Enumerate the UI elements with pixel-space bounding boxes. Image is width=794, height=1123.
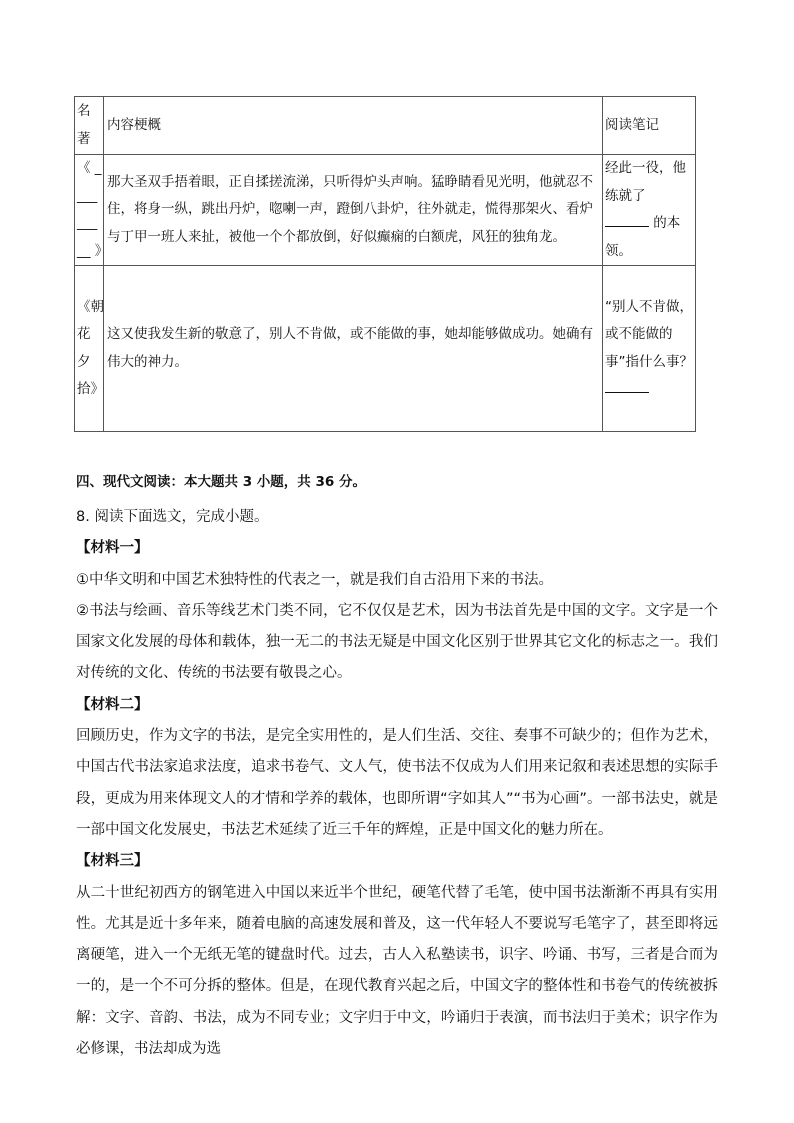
note-row1-before: 经此一役，他练就了: [605, 160, 686, 204]
table-row: [75, 266, 696, 432]
reading-passage: [76, 502, 718, 1065]
table-row: [75, 155, 696, 266]
book-title-blank-cell: 《 _________ 》: [75, 155, 104, 266]
material3-paragraph: 从二十世纪初西方的钢笔进入中国以来近半个世纪，硬笔代替了毛笔，使中国书法渐渐不再具有实用性。尤其是近十多年来，随着电脑的高速发展和普及，这一代年轻人不要说写毛笔字了，甚至即将远离硬笔，进入一个无纸无笔的键盘时代。过去，古人入私塾读书，识字、吟诵、书写，三者是合而为一的，是一个不可分拆的整体。但是，在现代教育兴起之后，中国文字的整体性和书卷气的传统被拆解：文字、音韵、书法，成为不同专业；文字归于中文，吟诵归于表演，而书法归于美术；识字作为必修课，书法却成为选: [76, 884, 718, 1058]
note-row2-question: “别人不肯做，或不能做的事”指什么事？: [605, 298, 693, 370]
note-row1-after: 的本领。: [605, 215, 681, 259]
header-note-cell: 阅读笔记: [603, 97, 696, 155]
answer-blank[interactable]: [605, 378, 649, 393]
table-header-row: [75, 97, 696, 155]
note-cell-row2: [603, 266, 696, 432]
material1-paragraph: ②书法与绘画、音乐等线艺术门类不同，它不仅仅是艺术，因为书法首先是中国的文字。文字是一个国家文化发展的母体和载体，独一无二的书法无疑是中国文化区别于世界其它文化的标志之一。我们对传统的文化、传统的书法要有敬畏之心。: [76, 602, 718, 682]
material2-paragraph: 回顾历史，作为文字的书法，是完全实用性的，是人们生活、交往、奏事不可缺少的；但作为艺术，中国古代书法家追求法度，追求书卷气、文人气，使书法不仅成为人们用来记叙和表述思想的实际手段，更成为用来体现文人的才情和学养的载体，也即所谓“字如其人”“书为心画”。一部书法史，就是一部中国文化发展史，书法艺术延续了近三千年的辉煌，正是中国文化的魅力所在。: [76, 728, 718, 838]
material2-heading: 【材料二】: [76, 696, 149, 713]
header-title-cell: 名著: [75, 97, 104, 155]
answer-blank[interactable]: [605, 212, 649, 227]
material3-heading: 【材料三】: [76, 853, 149, 870]
header-content-cell: 内容梗概: [104, 97, 603, 155]
material1-heading: 【材料一】: [76, 540, 149, 557]
note-cell-row1: [603, 155, 696, 266]
morning-flowers-excerpt: 这又使我发生新的敬意了，别人不肯做，或不能做的事，她却能够做成功。她确有伟大的神力。: [104, 266, 603, 432]
question-prompt: 8. 阅读下面选文，完成小题。: [76, 509, 269, 525]
section-heading: 四、现代文阅读：本大题共 3 小题，共 36 分。: [76, 474, 366, 490]
book-title-cell: 《朝花夕拾》: [75, 266, 104, 432]
reading-table: [74, 96, 696, 432]
material1-paragraph: ①中华文明和中国艺术独特性的代表之一，就是我们自古沿用下来的书法。: [76, 571, 553, 588]
journey-west-excerpt: 那大圣双手捂着眼，正自揉搓流涕，只听得炉头声响。猛睁睛看见光明，他就忍不住，将身一纵，跳出丹炉，唿喇一声，蹬倒八卦炉，往外就走，慌得那架火、看炉与丁甲一班人来扯，被他一个个都放倒，好似癫痫的白额虎，风狂的独角龙。: [104, 155, 603, 266]
